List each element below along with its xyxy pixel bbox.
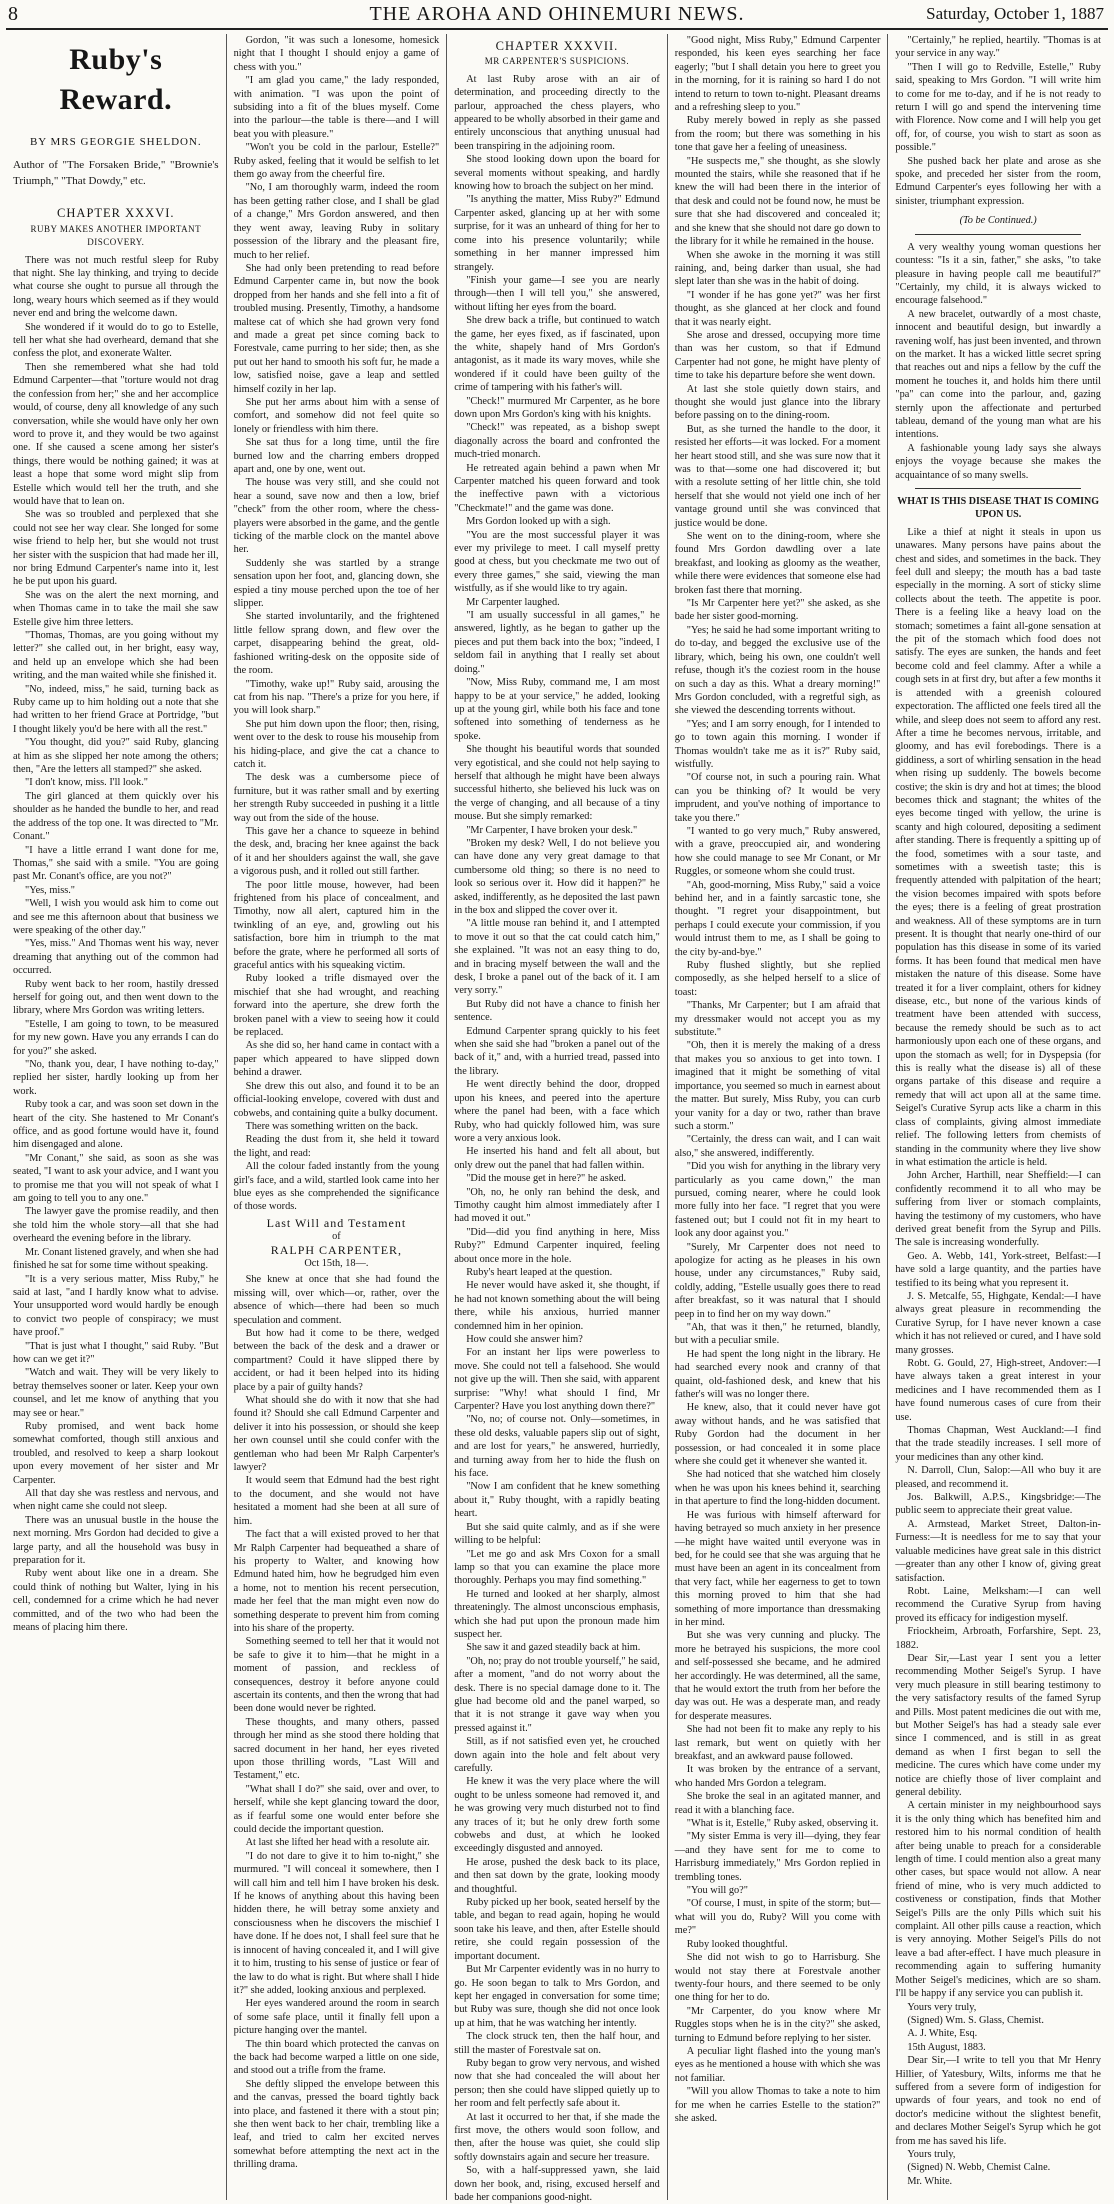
paragraph: Ruby merely bowed in reply as she passed from the room; but there was something in his tone that gave her a feeling of uneasiness. <box>674 115 881 154</box>
paragraph: She drew back a trifle, but continued to watch the game, her eyes fixed, as if fascinated, upon the white, shapely hand of Mrs Gordon's antagonist, as it made its wary moves, while she wondered if it could have been guilty of the crime of tampering with his father's will. <box>454 315 660 394</box>
paragraph: Ruby went about like one in a dream. She could think of nothing but Walter, lying in his cell, condemned for a crime which he had never committed, and of the two who had been the means of placing him there. <box>13 1568 219 1634</box>
paragraph: These thoughts, and many others, passed through her mind as she stood there holding that sacred document in her hand, her eyes riveted upon those thrilling words, "Last Will and Testament," etc. <box>233 1716 440 1782</box>
paragraph: "Well, I wish you would ask him to come out and see me this afternoon about that business we were speaking of the other day." <box>13 898 219 936</box>
paragraph: "A little mouse ran behind it, and I attempted to move it out so that the cat could catch him," she explained. "It was not an easy thing to do, and in bracing myself between the wall and the desk, I broke a panel out of the back of it. I am very sorry." <box>454 918 660 997</box>
paragraph: "Yes; he said he had some important writing to do to-day, and begged the exclusive use of the library, which, being his own, one couldn't well refuse, though it's the coziest room in the house on such a day as this. What a dreary morning!" Mrs Gordon concluded, with a regretful sigh, as she viewed the descending torrents without. <box>674 624 881 717</box>
paragraph: Ruby began to grow very nervous, and wished now that she had concealed the will about her person; then she could have slipped quietly up to her room and felt perfectly safe about it. <box>454 2057 660 2110</box>
paragraph: Ruby promised, and went back home somewhat comforted, though still anxious and troubled, and resolved to keep a sharp lookout upon every movement of her sister and Mr Carpenter. <box>13 1420 219 1486</box>
paragraph: She saw it and gazed steadily back at him. <box>466 1642 641 1654</box>
to-be-continued: (To be Continued.) <box>959 215 1037 227</box>
paragraph: He turned and looked at her sharply, almost threateningly. The almost unconscious emphasis, which she had put upon the pronoun made him suspect her. <box>454 1588 660 1640</box>
paragraph: "Surely, Mr Carpenter does not need to apologize for acting as he pleases in his own house, under any circumstances," Ruby said, coldly, adding, "Estelle usually goes there to read after breakfast, so it was natural that I should peep in to find her on my way down." <box>674 1241 881 1320</box>
paragraph: The girl glanced at them quickly over his shoulder as he handed the bundle to her, and read the address of the top one. It was directed to "Mr. Conant." <box>13 790 219 843</box>
paragraph: Yours truly, <box>907 2148 956 2160</box>
masthead <box>6 0 1108 30</box>
paragraph: Jos. Balkwill, A.P.S., Kingsbridge:—The public seem to appreciate their great value. <box>895 1492 1101 1517</box>
paragraph: "Yes, miss." <box>25 884 75 896</box>
paragraph: Mr Carpenter laughed. <box>466 596 560 608</box>
paragraph: Ruby looked a trifle dismayed over the mischief that she had wrought, and reaching forward into the aperture, she drew forth the broken panel with a view to seeing how it could be replaced. <box>233 973 440 1039</box>
column-1 <box>6 34 226 2200</box>
chapter-heading-2: CHAPTER XXXVII. <box>495 39 619 53</box>
paragraph: She did not wish to go to Harrisburg. She would not stay there at Forestvale another twenty-four hours, and there seemed to be only one thing for her to do. <box>674 1952 881 2004</box>
paragraph: She wondered if it would do to go to Estelle, tell her what she had overheard, demand that she confess the plot, and exonerate Walter. <box>13 321 219 360</box>
newspaper-title: THE AROHA AND OHINEMURI NEWS. <box>369 3 745 25</box>
paragraph: "Mr Carpenter, do you know where Mr Ruggles stops when he is in the city?" she asked, turning to Edmund before replying to her sister. <box>674 2005 881 2044</box>
paragraph: "Won't you be cold in the parlour, Estelle?" Ruby asked, feeling that it would be selfish to let them go away from the cheerful fire. <box>233 142 440 181</box>
column-3 <box>446 34 667 2203</box>
paragraph: "Thanks, Mr Carpenter; but I am afraid that my dressmaker would not accept you as my substitute." <box>674 1000 881 1039</box>
paragraph: Robt. Laine, Melksham:—I can well recommend the Curative Syrup from having proved its efficacy for indigestion myself. <box>895 1585 1101 1624</box>
paragraph: "Did—did you find anything in here, Miss Ruby?" Edmund Carpenter inquired, feeling about once more in the hole. <box>454 1226 660 1265</box>
paragraph: Ruby flushed slightly, but she replied composedly, as she helped herself to a slice of toast: <box>674 960 881 998</box>
paragraph: "Thomas, Thomas, are you going without my letter?" she called out, in her bright, easy way, and held up an envelope which she had been writing, and the man waited while she finished it. <box>13 630 219 682</box>
paragraph: At last it occurred to her that, if she made the first move, the others would soon follow, and then, after the house was quiet, she could slip softly downstairs again and secure her treasure. <box>454 2111 660 2163</box>
paragraph: She had only been pretending to read before Edmund Carpenter came in, but now the book dropped from her hands and she fell into a fit of troubled musing. Presently, Timothy, a handsome maltese cat of which she had grown very fond and made a great pet since coming back to Forestvale, came purring to her side; then, as she put out her hand to smooth his soft fur, he made a low, satisfied noise, gave a leap and settled himself cozily in her lap. <box>233 262 440 395</box>
paragraph: A very wealthy young woman questions her countess: "Is it a sin, father," she asks, "to take pleasure in having people call me beautiful?" "Certainly, my child, it is always wicked to encourage falsehood." <box>895 241 1101 307</box>
paragraph: "Did you wish for anything in the library very particularly as you came down," the man pursued, coming nearer, where he could look more fully into her face. "I regret that you were fastened out; but I could not fit in my heart to look any door against you." <box>674 1161 881 1240</box>
paragraph: "Certainly, the dress can wait, and I can wait also," she answered, indifferently. <box>674 1134 881 1159</box>
paragraph: Ruby's heart leaped at the question. <box>466 1266 613 1278</box>
paragraph: But how had it come to be there, wedged between the back of the desk and a drawer or compartment? Could it have slipped there by accident, or had it been helped into its hiding place by a pair of guilty hands? <box>233 1328 440 1393</box>
paragraph: Yours very truly, <box>907 2001 977 2013</box>
paragraph: Ruby went back to her room, hastily dressed herself for going out, and then went down to the library, where Mrs Gordon was writing letters. <box>13 978 219 1017</box>
paragraph: "Check!" murmured Mr Carpenter, as he bore down upon Mrs Gordon's king with his knights. <box>454 395 660 420</box>
paragraph: She thought his beautiful words that sounded very egotistical, and she could not help saying to herself that although he might have been always successful hitherto, she believed his luck was on the verge of changing, and all because of a tiny mouse. But she simply remarked: <box>454 744 660 823</box>
paragraph: Mr. Conant listened gravely, and when she had finished he sat for some time without speaking. <box>13 1246 219 1272</box>
paragraph: But, as she turned the handle to the door, it resisted her efforts—it was locked. For a moment her heart stood still, and she was sure now that it was to that—some one had discovered it; but with a resolute setting of her little chin, she told herself that she would not yield one inch of her vantage ground until she was convinced that justice would be done. <box>674 423 881 529</box>
paragraph: When she awoke in the morning it was still raining, and, being darker than usual, she had slept later than she was in the habit of doing. <box>674 249 881 288</box>
paragraph: "You are the most successful player it was ever my privilege to meet. I call myself pretty good at chess, but you checkmate me two out of every three games," she said, viewing the man wistfully, as if she would like to try again. <box>454 529 660 595</box>
paragraph: There was something written on the back. <box>245 1120 419 1132</box>
paragraph: He had spent the long night in the library. He had searched every nook and cranny of that quaint, old-fashioned desk, and knew that his father's will was no longer there. <box>674 1348 881 1401</box>
paragraph: "I wanted to go very much," Ruby answered, with a grave, preoccupied air, and wondering how she could manage to see Mr Conant, or Mr Ruggles, or someone whom she could trust. <box>674 825 881 878</box>
paragraph: Her eyes wandered around the room in search of some safe place, until it finally fell upon a picture hanging over the mantel. <box>233 1998 440 2037</box>
paragraph: "Mr Conant," she said, as soon as she was seated, "I want to ask your advice, and I want you to promise me that you will not speak of what I am going to tell you to any one." <box>13 1152 219 1205</box>
paragraph: She put her arms about him with a sense of comfort, and somehow did not feel quite so lonely or friendless with him there. <box>233 396 440 435</box>
divider-2 <box>915 488 1081 489</box>
paragraph: He retreated again behind a pawn when Mr Carpenter matched his queen forward and took the ineffective pawn with a victorious "Checkmate!" and the game was done. <box>454 462 660 514</box>
will-block <box>234 1217 440 1271</box>
paragraph: She started involuntarily, and the frightened little fellow sprang down, and flew over the carpet, disappearing behind the great, old-fashioned writing-desk on the opposite side of the room. <box>233 611 440 677</box>
paragraph: "It is a very serious matter, Miss Ruby," he said at last, "and I hardly know what to advise. Your unsupported word would hardly be enough to convict two people of conspiracy; we must have proof." <box>13 1273 219 1339</box>
paragraph: 15th August, 1883. <box>907 2041 986 2053</box>
paragraph: "Oh, no; pray do not trouble yourself," he said, after a moment, "and do not worry about the desk. There is no special damage done to it. The glue had become old and the panel warped, so that it is not strange it gave way when you pressed against it." <box>454 1655 660 1734</box>
paragraph: At last she stole quietly down stairs, and thought she would just glance into the library before passing on to the dining-room. <box>674 383 881 422</box>
paragraph: She deftly slipped the envelope between this and the canvas, pressed the board tightly back into place, and fastened it there with a stout pin; she then went back to her chair, trembling like a leaf, and tried to calm her excited nerves somewhat before attempting the next act in the thrilling drama. <box>233 2078 440 2171</box>
paragraph: What should she do with it now that she had found it? Should she call Edmund Carpenter and deliver it into his possession, or should she keep her own counsel until she could confer with the gentleman who had been Mr Ralph Carpenter's lawyer? <box>233 1395 440 1474</box>
paragraph: Like a thief at night it steals in upon us unawares. Many persons have pains about the chest and sides, and sometimes in the back. They feel dull and sleepy; the mouth has a bad taste especially in the morning. A sort of sticky slime collects about the teeth. The appetite is poor. There is a feeling like a heavy load on the stomach; sometimes a faint all-gone sensation at the pit of the stomach which food does not satisfy. The eyes are sunken, the hands and feet become cold and feel clammy. After a while a cough sets in at first dry, but after a few months it is attended with a greenish coloured expectoration. The afflicted one feels tired all the while, and sleep does not seem to afford any rest. After a time he becomes nervous, irritable, and gloomy, and has evil forebodings. There is a giddiness, a sort of whirling sensation in the head when rising up suddenly. The bowels become costive; the skin is dry and hot at times; the blood becomes thick and stagnant; the whites of the eyes become tinged with yellow, the urine is scanty and high coloured, depositing a sediment after standing. There is frequently a spitting up of the food, sometimes with a sour taste, and sometimes with a sweetish taste; this is frequently attended with palpitation of the heart; the vision becomes impaired with spots before the eyes; there is a feeling of great prostration and weakness. All of these symptoms are in turn present. It is thought that nearly one-third of our population has this disease in some of its varied forms. It has been found that medical men have mistaken the nature of this disease. Some have treated it for a liver complaint, others for kidney disease, etc., but none of the various kinds of treatment have been attended with success, because the remedy should be such as to act harmoniously upon each one of these organs, and upon the stomach as well; for in Dyspepsia (for this is really what the disease is) all of these organs partake of this disease and require a remedy that will act upon all at the same time. Seigel's Curative Syrup acts like a charm in this class of complaints, giving almost immediate relief. The following letters from chemists of standing in the community where they live show in what estimation the article is held. <box>895 526 1101 1168</box>
paragraph: She put him down upon the floor; then, rising, went over to the desk to rouse his mousehip from his hiding-place, and give the cat a chance to catch it. <box>233 718 440 770</box>
paragraph: "Yes, miss." And Thomas went his way, never dreaming that anything out of the common had occurred. <box>13 938 219 977</box>
paragraph: Suddenly she was startled by a strange sensation upon her foot, and, glancing down, she espied a tiny mouse perched upon the toe of her slipper. <box>233 557 440 610</box>
paragraph: He went directly behind the door, dropped upon his knees, and peered into the aperture where the panel had been, with a face which Ruby, who had quickly followed him, was sure wore a very anxious look. <box>454 1079 660 1144</box>
paragraph: "Oh, then it is merely the making of a dress that makes you so anxious to get into town. I imagined that it might be something of vital importance, you seemed so much in earnest about the matter. But surely, Miss Ruby, you can curb your vanity for a day or two, rather than brave such a storm." <box>674 1040 881 1132</box>
paragraph: Reading the dust from it, she held it toward the light, and read: <box>233 1134 440 1159</box>
paragraph: So, with a half-suppressed yawn, she laid down her book, and, rising, excused herself and bade her companions good-night. <box>454 2165 660 2203</box>
paragraph: He inserted his hand and felt all about, but only drew out the panel that had fallen within. <box>454 1146 660 1171</box>
author-note: Author of "The Forsaken Bride," "Brownie's Triumph," "That Dowdy," etc. <box>13 159 219 188</box>
paragraph: "You thought, did you?" said Ruby, glancing at him as she slipped her note among the others; then, "Are the letters all stamped?" she asked. <box>13 737 219 776</box>
paragraph: He was furious with himself afterward for having betrayed so much anxiety in her presence—he might have waited until everyone was in bed, for he could see that she was arguing that he must have been an agent in its concealment from that very fact, while her eagerness to get to town this morning proved to him that she had something of more importance than dressmaking in her mind. <box>674 1509 881 1628</box>
paragraph: But she was very cunning and plucky. The more he betrayed his suspicions, the more cool and self-possessed she became, and he admired her accordingly. He was determined, all the same, that he would extort the truth from her before the day was out. He was a desperate man, and ready for desperate measures. <box>674 1630 881 1722</box>
paragraph: The house was very still, and she could not hear a sound, save now and then a low, brief "check" from the other room, where the chess-players were absorbed in the game, and the gentle ticking of the marble clock on the mantel above her. <box>233 477 440 556</box>
column-3-body <box>454 73 660 2204</box>
paragraph: A peculiar light flashed into the young man's eyes as he mentioned a house with which she was not familiar. <box>674 2045 881 2084</box>
paragraph: He arose, pushed the desk back to its place, and then sat down by the grate, looking moody and thoughtful. <box>454 1856 660 1895</box>
paragraph: He knew, also, that it could never have got away without hands, and he was satisfied that Ruby Gordon had the document in her possession, or had concealed it in some place where she could get it whenever she wanted it. <box>674 1402 881 1468</box>
chapter-subheading-2: MR CARPENTER'S SUSPICIONS. <box>484 56 630 67</box>
paragraph: "Timothy, wake up!" Ruby said, arousing the cat from his nap. "There's a prize for you here, if you will look sharp." <box>233 678 440 717</box>
paragraph: "Ah, good-morning, Miss Ruby," said a voice behind her, and in a faintly sarcastic tone, she thought. "I regret your disappointment, but perhaps I could execute your commission, if you would intrust them to me, as I shall be going to the city by-and-bye." <box>674 879 881 958</box>
paragraph: "Watch and wait. They will be very likely to betray themselves sooner or later. Keep your own counsel, and let me know of anything that you may see or hear." <box>13 1367 219 1419</box>
paragraph: "No, I am thoroughly warm, indeed the room has been getting rather close, and I shall be glad of a change," Mrs Gordon answered, and then they went away, leaving Ruby in solitary possession of the library and the pleasant fire, much to her relief. <box>233 182 440 261</box>
paragraph: J. S. Metcalfe, 55, Highgate, Kendal:—I have always great pleasure in recommending the Curative Syrup, for I have never known a case which it has not relieved or cured, and I have sold many grosses. <box>895 1290 1101 1356</box>
paragraph: "I have a little errand I want done for me, Thomas," she said with a smile. "You are going past Mr. Conant's office, are you not?" <box>13 844 219 883</box>
paragraph: She was on the alert the next morning, and when Thomas came in to take the mail she saw Estelle give him three letters. <box>13 589 219 628</box>
paragraph: A certain minister in my neighbourhood says it is the only thing which has benefited him and restored him to his normal condition of health after being unable to preach for a considerable length of time. I could mention also a great many other cases, but space would not allow. A near friend of mine, who is very much addicted to costiveness or constipation, finds that Mother Seigel's Pills are the only Pills which suit his complaint. All other pills cause a reaction, which is very annoying. Mother Seigel's Pills do not leave a bad after-effect. I have much pleasure in recommending again to suffering humanity Mother Seigel's medicines, which are so sham. I'll be happy if any service you can publish it. <box>895 1800 1101 2000</box>
paragraph: Ruby looked thoughtful. <box>686 1938 788 1950</box>
paragraph: "Of course, I must, in spite of the storm; but—what will you do, Ruby? Will you come with me?" <box>674 1898 881 1937</box>
issue-date: Saturday, October 1, 1887 <box>926 4 1104 23</box>
paragraph: As she did so, her hand came in contact with a paper which appeared to have slipped down behind a drawer. <box>233 1040 440 1079</box>
paragraph: "Good night, Miss Ruby," Edmund Carpenter responded, his keen eyes searching her face eagerly; "but I shall detain you here to greet you in the morning, for it is raining so hard I do not intend to return to town to-night. Pleasant dreams and a refreshing sleep to you." <box>674 35 881 114</box>
paragraph: Dear Sir,—Last year I sent you a letter recommending Mother Seigel's Syrup. I have very much pleasure in still bearing testimony to the very satisfactory results of the famed Syrup and Pills. Most patent medicines die out with me, but Mother Seigel's has had a steady sale ever since I commenced, and is still in as great demand as when I first began to sell the medicine. The cures which have come under my notice are chiefly those of liver complaint and general debility. <box>895 1652 1101 1798</box>
column-1-body <box>13 254 219 1635</box>
paragraph: He knew it was the very place where the will ought to be unless someone had removed it, and he was growing very much disturbed not to find any traces of it; but he only drew forth some cobwebs and dust, at which he looked exceedingly disgusted and annoyed. <box>454 1776 660 1855</box>
paragraph: Still, as if not satisfied even yet, he crouched down again into the hole and felt about very carefully. <box>454 1736 660 1774</box>
paragraph: Then she remembered what she had told Edmund Carpenter—that "torture would not drag the confession from her;" she and her accomplice would, of course, deny all knowledge of any such conversation, while she would have only her own word to prove it, and they would be two against one. If she caused a scene among her sister's things, there would be nothing gained; it was at least a hope that some word might slip from Estelle which would tell her the truth, and she would have that to lean on. <box>13 361 219 507</box>
paragraph: "Certainly," he replied, heartily. "Thomas is at your service in any way." <box>895 35 1101 60</box>
paragraph: She had not been fit to make any reply to his last remark, but went on quietly with her breakfast, and an awkward pause followed. <box>674 1724 881 1762</box>
paragraph: "No, indeed, miss," he said, turning back as Ruby came up to him holding out a note that she had written to her friend Grace at Portridge, "but I thought likely you'd be here with all the rest." <box>13 683 219 735</box>
paragraph: "Is Mr Carpenter here yet?" she asked, as she bade her sister good-morning. <box>674 598 881 623</box>
story-title: Ruby's Reward. <box>59 43 173 116</box>
misc-paragraphs <box>895 241 1101 482</box>
paragraph: She sat thus for a long time, until the fire burned low and the charring embers dropped apart and, one by one, went out. <box>233 437 440 475</box>
will-date: Oct 15th, 18—. <box>304 1257 369 1269</box>
paragraph: "I wonder if he has gone yet?" was her first thought, as she glanced at her clock and found that it was nearly eight. <box>674 289 881 328</box>
paragraph: "I am glad you came," the lady responded, with animation. "I was upon the point of subsiding into a fit of the blues myself. Come into the parlour—the table is there—and I will beat you with pleasure." <box>233 75 440 140</box>
paragraph: All the colour faded instantly from the young girl's face, and a wild, startled look came into her blue eyes as she comprehended the significance of those words. <box>233 1161 440 1213</box>
will-of: of <box>332 1231 341 1243</box>
paragraph: "Broken my desk? Well, I do not believe you can have done any very great damage to that cumbersome old thing; so there is no need to look so serious over it. How did it happen?" he asked, indifferently, as he deposited the last pawn in the box and slipped the cover over it. <box>454 837 660 916</box>
paragraph: She had noticed that she watched him closely when he was upon his knees behind it, searching in that aperture to find the long-hidden document. <box>674 1469 881 1508</box>
paragraph: She stood looking down upon the board for several moments without speaking, and hardly knowing how to broach the subject on her mind. <box>454 154 660 193</box>
paragraph: All that day she was restless and nervous, and when night came she could not sleep. <box>13 1488 219 1513</box>
paragraph: A. Armstead, Market Street, Dalton-in-Furness:—It is needless for me to say that your valuable medicines have great sale in this district—greater than any other I know of, giving great satisfaction. <box>895 1518 1101 1584</box>
paragraph: "That is just what I thought," said Ruby. "But how can we get it?" <box>13 1340 219 1365</box>
paragraph: "Let me go and ask Mrs Coxon for a small lamp so that you can examine the place more thoroughly. Perhaps you may find something." <box>454 1548 660 1587</box>
paragraph: "Ah, that was it then," he returned, blandly, but with a peculiar smile. <box>674 1322 881 1347</box>
paragraph: Dear Sir,—I write to tell you that Mr Henry Hillier, of Yatesbury, Wilts, informs me that he suffered from a severe form of indigestion for upwards of four years, and took no end of doctor's medicine without the slightest benefit, and declares Mother Seigel's Syrup which he got from me has saved his life. <box>895 2055 1101 2147</box>
byline: BY MRS GEORGIE SHELDON. <box>29 136 202 148</box>
paragraph: "What is it, Estelle," Ruby asked, observing it. <box>686 1818 879 1830</box>
paragraph: "No, no; of course not. Only—sometimes, in these old desks, valuable papers slip out of sight, and are lost for years," he answered, hurriedly, and turning away from her to hide the flush on his face. <box>454 1414 660 1480</box>
paragraph: At last Ruby arose with an air of determination, and proceeding directly to the parlour, approached the chess players, who appeared to be wholly absorbed in their game and entirely unconscious that anything unusual had been transpiring in the adjoining room. <box>454 73 660 152</box>
paragraph: He never would have asked it, she thought, if he had not known something about the will being there, while his anxious, hurried manner condemned him in her opinion. <box>454 1280 660 1332</box>
paragraph: The desk was a cumbersome piece of furniture, but it was rather small and by exerting her strength Ruby succeeded in pushing it a little way out from the side of the house. <box>233 772 440 824</box>
paragraph: At last she lifted her head with a resolute air. <box>245 1837 430 1849</box>
paragraph: "No, thank you, dear, I have nothing to-day," replied her sister, hardly looking up from her work. <box>13 1059 219 1097</box>
page-number: 8 <box>8 3 18 25</box>
paragraph: "Check!" was repeated, as a bishop swept diagonally across the board and confronted the much-tried monarch. <box>454 422 660 461</box>
column-2-body <box>234 34 440 2172</box>
paragraph: Something seemed to tell her that it would not be safe to give it to him—that he might in a moment of passion, and reckless of consequences, destroy it before anyone could ascertain its contents, and then the wrong that had been done would never be righted. <box>233 1636 440 1715</box>
paragraph: The lawyer gave the promise readily, and then she told him the whole story—all that she had overheard the evening before in the library. <box>13 1206 219 1245</box>
column-4-body <box>675 34 881 2125</box>
paragraph: A. J. White, Esq. <box>907 2028 978 2040</box>
paragraph: "I do not dare to give it to him to-night," she murmured. "I will conceal it somewhere, then I will call him and tell him I have broken his desk. If he knows of anything about this having been hidden there, he will betray some anxiety and consciousness when he discovers the mischief I have done. If he does not, I shall feel sure that he is innocent of having concealed it, and I will give it to him, trusting to his sense of justice or fear of the law to do what is right. But where shall I hide it?" she added, looking anxious and perplexed. <box>233 1850 440 1996</box>
paragraph: (Signed) Wm. S. Glass, Chemist. <box>907 2014 1044 2026</box>
paragraph: The clock struck ten, then the half hour, and still the master of Forestvale sat on. <box>454 2031 660 2056</box>
paragraph: But she said quite calmly, and as if she were willing to be helpful: <box>454 1521 660 1547</box>
ad-title: WHAT IS THIS DISEASE THAT IS COMING UPON US. <box>897 496 1100 521</box>
paragraph: "Will you allow Thomas to take a note to him for me when he carries Estelle to the station?" she asked. <box>674 2086 881 2124</box>
paragraph: "Is anything the matter, Miss Ruby?" Edmund Carpenter asked, glancing up at her with some surprise, for it was an unheard of thing for her to come into his presence voluntarily; while something in her manner impressed him strangely. <box>454 194 660 273</box>
column-2 <box>226 34 447 2200</box>
paragraph: It was broken by the entrance of a servant, who handed Mrs Gordon a telegram. <box>674 1764 881 1789</box>
paragraph: "Now I am confident that he knew something about it," Ruby thought, with a rapidly beating heart. <box>454 1481 660 1520</box>
paragraph: "You will go?" <box>686 1885 748 1897</box>
paragraph: Ruby picked up her book, seated herself by the table, and began to read again, hoping he would soon take his leave, and then, after Estelle should retire, she could regain possession of the important document. <box>454 1897 660 1962</box>
chapter-heading: CHAPTER XXXVI. <box>57 206 175 221</box>
chapter-subheading: RUBY MAKES ANOTHER IMPORTANT DISCOVERY. <box>30 223 202 248</box>
paragraph: But Ruby did not have a chance to finish her sentence. <box>454 998 660 1024</box>
paragraph: There was an unusual bustle in the house the next morning. Mrs Gordon had decided to give a large party, and all the household was busy in preparation for it. <box>13 1514 219 1567</box>
paragraph: "What shall I do?" she said, over and over, to herself, while she kept glancing toward the door, as if fearful some one would enter before she could decide the important question. <box>233 1783 440 1836</box>
paragraph: Gordon, "it was such a lonesome, homesick night that I thought I should enjoy a game of chess with you." <box>233 35 440 73</box>
article-columns <box>6 34 1108 2203</box>
paragraph: "Then I will go to Redville, Estelle," Ruby said, speaking to Mrs Gordon. "I will write him to come for me to-day, and if he is not ready to return I will go and spend the intervening time with Florence. Now come and I will help you get off, for, of course, you wish to start as soon as possible." <box>895 61 1101 154</box>
paragraph: "He suspects me," she thought, as she slowly mounted the stairs, while she reasoned that if he knew the will had been there in the interior of that desk and could not be found now, he must be sure that she had discovered and concealed it; and she knew that she should not dare go down to the library for it while he remained in the house. <box>674 155 881 248</box>
paragraph: The fact that a will existed proved to her that Mr Ralph Carpenter had bequeathed a share of his property to Walter, and knowing how Edmund hated him, how he begrudged him even a home, not to mention his recent persecution, made her feel that the man might even now do something desperate to prevent him from coming into his share of the property. <box>233 1529 440 1634</box>
paragraph: A fashionable young lady says she always enjoys the voyage because she makes the acquaintance of so many swells. <box>895 442 1101 481</box>
paragraph: This gave her a chance to squeeze in behind the desk, and, bracing her knee against the back of it and her shoulders against the wall, she gave a vigorous push, and it rolled out still farther. <box>233 825 440 878</box>
paragraph: She pushed back her plate and arose as she spoke, and preceded her sister from the room, Edmund Carpenter's eyes following her with a sinister, triumphant expression. <box>895 155 1101 207</box>
paragraph: She knew at once that she had found the missing will, over which—or, rather, over the absence of which—there had been so much speculation and comment. <box>233 1274 440 1326</box>
paragraph: N. Darroll, Clun, Salop:—All who buy it are pleased, and recommend it. <box>895 1465 1101 1490</box>
paragraph: "Estelle, I am going to town, to be measured for my new gown. Have you any errands I can do for you?" she asked. <box>13 1018 219 1057</box>
divider <box>915 234 1081 235</box>
paragraph: She drew this out also, and found it to be an official-looking envelope, covered with dust and cobwebs, and containing quite a bulky document. <box>233 1080 440 1119</box>
column-4 <box>667 34 888 2200</box>
paragraph: For an instant her lips were powerless to move. She could not tell a falsehood. She would not give up the will. Then she said, with apparent surprise: "Why! what should I find, Mr Carpenter? Have you lost anything down there?" <box>454 1347 660 1413</box>
paragraph: There was not much restful sleep for Ruby that night. She lay thinking, and trying to decide what course she ought to pursue all through the long, weary hours which seemed as if they would never end and bring the welcome dawn. <box>13 254 219 320</box>
will-name: RALPH CARPENTER, <box>270 1242 403 1257</box>
paragraph: But Mr Carpenter evidently was in no hurry to go. He soon began to talk to Mrs Gordon, and kept her engaged in conversation for some time; but Ruby was sure, though she did not once look up at him, that he was watching her intently. <box>454 1964 660 2029</box>
paragraph: Geo. A. Webb, 141, York-street, Belfast:—I have sold a large quantity, and the parties have testified to its being what you represent it. <box>895 1250 1101 1289</box>
ad-body <box>895 526 1101 2188</box>
paragraph: How could she answer him? <box>466 1334 583 1345</box>
paragraph: "I don't know, miss. I'll look." <box>25 777 148 789</box>
paragraph: She was so troubled and perplexed that she could not see her way clear. She longed for some wise friend to help her, but she would not trust her sister with the suspicion that had made her ill, nor bring Edmund Carpenter's name into it, lest he be put upon his guard. <box>13 509 219 588</box>
paragraph: She arose and dressed, occupying more time than was her custom, so that if Edmund Carpenter had not gone, he might have plenty of time to take his departure before she went down. <box>674 329 881 382</box>
paragraph: "Did the mouse get in here?" he asked. <box>466 1173 627 1185</box>
paragraph: "Now, Miss Ruby, command me, I am most happy to be at your service," he added, looking up at the young girl, while both his face and tone softened into something of tenderness as he spoke. <box>454 677 660 742</box>
paragraph: "Yes; and I am sorry enough, for I intended to go to town again this morning. I wonder if Thomas wouldn't take me as it is?" Ruby said, wistfully. <box>674 718 881 770</box>
paragraph: Ruby took a car, and was soon set down in the heart of the city. She hastened to Mr Conant's office, and as good fortune would have it, found him disengaged and alone. <box>13 1099 219 1151</box>
paragraph: A new bracelet, outwardly of a most chaste, innocent and beautiful design, but inwardly a ravening wolf, has just been invented, and thrown on the market. It has a wicked little secret spring that reaches out and nips a fellow by the cuff the moment he touches it, and holds him there until "pa" can come into the parlour, and, gazing sternly upon the affectionate and perturbed tableau, demand of the young man what are his intentions. <box>895 308 1101 441</box>
will-title: Last Will and Testament <box>266 1215 407 1230</box>
column-5 <box>887 34 1108 2200</box>
paragraph: "Of course not, in such a pouring rain. What can you be thinking of? It would be very imprudent, and you've nothing of importance to take you there." <box>674 772 881 824</box>
paragraph: Robt. G. Gould, 27, High-street, Andover:—I have always taken a great interest in your medicines and I have recommended them as I have found numerous cases of cure from their use. <box>895 1358 1101 1423</box>
paragraph: It would seem that Edmund had the best right to the document, and she would not have hesitated a moment had she been at all sure of him. <box>233 1475 440 1527</box>
paragraph: The poor little mouse, however, had been frightened from his place of concealment, and Timothy, now all alert, captured him in the twinkling of an eye, and, growling out his satisfaction, bore him in triumph to the mat before the grate, where he performed all sorts of graceful antics with his squeaking victim. <box>233 879 440 972</box>
paragraph: "I am usually successful in all games," he answered, lightly, as he began to gather up the pieces and put them back into the box; "indeed, I seldom fail in anything that I really set about doing." <box>454 610 660 675</box>
paragraph: Mrs Gordon looked up with a sigh. <box>466 516 611 528</box>
paragraph: She went on to the dining-room, where she found Mrs Gordon dawdling over a late breakfast, and looking as gloomy as the weather, while there were evidences that someone else had broken fast there that morning. <box>674 531 881 596</box>
paragraph: John Archer, Harthill, near Sheffield:—I can confidently recommend it to all who may be suffering from liver or stomach complaints, having the testimony of my customers, who have derived great benefit from the Syrup and Pills. The sale is increasing wonderfully. <box>895 1170 1101 1249</box>
paragraph: Mr. White. <box>907 2175 953 2187</box>
paragraph: "Oh, no, he only ran behind the desk, and Timothy caught him almost immediately after I had moved it out." <box>454 1186 660 1225</box>
paragraph: (Signed) N. Webb, Chemist Calne. <box>907 2162 1051 2174</box>
paragraph: "Finish your game—I see you are nearly through—then I will tell you," she answered, without lifting her eyes from the board. <box>454 274 660 313</box>
column-5-body <box>895 34 1101 208</box>
paragraph: "My sister Emma is very ill—dying, they fear—and they have sent for me to come to Harrisburg immediately," Mrs Gordon replied in trembling tones. <box>674 1831 881 1883</box>
paragraph: Friockheim, Arbroath, Forfarshire, Sept. 23, 1882. <box>895 1626 1101 1651</box>
paragraph: She broke the seal in an agitated manner, and read it with a blanching face. <box>674 1791 881 1816</box>
paragraph: "Mr Carpenter, I have broken your desk." <box>466 824 638 836</box>
paragraph: Thomas Chapman, West Auckland:—I find that the trade steadily increases. I sell more of your medicines than any other kind. <box>895 1425 1101 1463</box>
paragraph: Edmund Carpenter sprang quickly to his feet when she said she had "broken a panel out of the back of it," and, with a hurried tread, passed into the library. <box>454 1025 660 1077</box>
paragraph: The thin board which protected the canvas on the back had become warped a little on one side, and stood out a trifle from the frame. <box>233 2038 440 2077</box>
